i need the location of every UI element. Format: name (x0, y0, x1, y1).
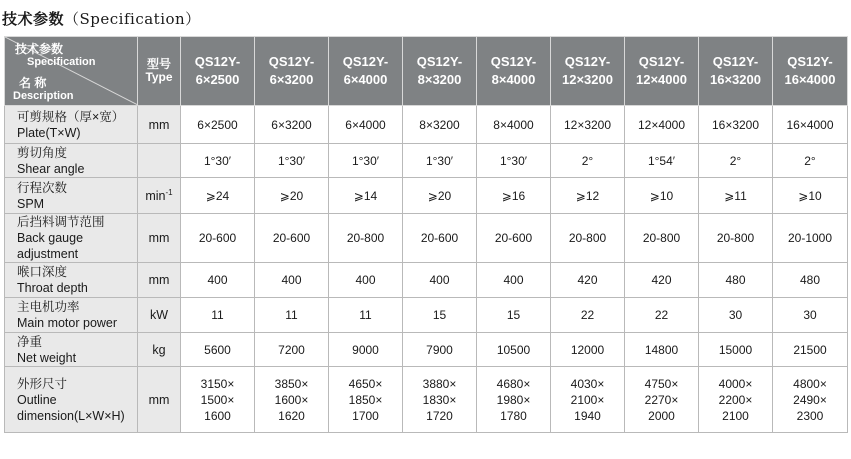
value-cell: 12×4000 (625, 106, 699, 144)
parameter-name-en2: adjustment (17, 247, 79, 261)
parameter-name-zh: 外形尺寸 (17, 376, 68, 391)
value-cell: 20-800 (329, 214, 403, 263)
value-cell: 480 (699, 263, 773, 298)
value-cell: 480 (773, 263, 848, 298)
model-name-line1: QS12Y- (194, 54, 241, 69)
value-cell: ⩾10 (625, 178, 699, 214)
unit-text: kg (152, 343, 166, 358)
dimension-value-line: 2000 (648, 408, 675, 423)
corner-bottom-en: Description (13, 90, 74, 102)
value-cell: 10500 (477, 333, 551, 367)
value-cell: 1°54′ (625, 144, 699, 178)
value-cell: 400 (181, 263, 255, 298)
value-cell: 11 (181, 298, 255, 333)
unit-text: kW (149, 308, 169, 323)
model-name-line2: 8×3200 (417, 72, 462, 87)
value-cell: 15 (403, 298, 477, 333)
dimension-value-line: 2200× (718, 392, 753, 407)
value-cell: 22 (625, 298, 699, 333)
parameter-name-cell (5, 106, 138, 144)
value-cell: 7900 (403, 333, 477, 367)
value-cell: 400 (403, 263, 477, 298)
dimension-value-cell (181, 367, 255, 433)
dimension-value-line: 3880× (422, 376, 457, 391)
value-cell: 20-800 (551, 214, 625, 263)
model-header-cell (329, 37, 403, 106)
value-cell: ⩾11 (699, 178, 773, 214)
model-name-line2: 6×4000 (343, 72, 388, 87)
value-cell: 1°30′ (403, 144, 477, 178)
model-name-line2: 6×3200 (269, 72, 314, 87)
model-header-cell (477, 37, 551, 106)
value-cell: 1°30′ (329, 144, 403, 178)
value-cell: 420 (625, 263, 699, 298)
value-cell: 420 (551, 263, 625, 298)
parameter-name-en2: dimension(L×W×H) (17, 408, 125, 423)
dimension-value-line: 4800× (793, 376, 827, 391)
value-cell: 400 (255, 263, 329, 298)
type-header-cell (138, 37, 181, 106)
model-name-line1: QS12Y- (712, 54, 759, 69)
title-en: （Specification） (64, 10, 201, 28)
dimension-value-line: 4750× (644, 376, 679, 391)
parameter-name-en: Outline (17, 392, 57, 407)
dimension-value-cell (403, 367, 477, 433)
parameter-name-zh: 后挡料调节范围 (17, 215, 105, 229)
model-header-cell (181, 37, 255, 106)
corner-header-cell (5, 37, 138, 106)
model-header-cell (551, 37, 625, 106)
table-row (5, 263, 848, 298)
value-cell: 2° (773, 144, 848, 178)
parameter-name-zh: 喉口深度 (17, 265, 68, 279)
dimension-value-line: 2490× (793, 392, 827, 407)
value-cell: ⩾14 (329, 178, 403, 214)
parameter-name-en: Plate(T×W) (17, 125, 81, 140)
corner-top-zh: 技术参数 (15, 42, 64, 56)
value-cell: 14800 (625, 333, 699, 367)
value-cell: 6×4000 (329, 106, 403, 144)
value-cell: 20-600 (255, 214, 329, 263)
dimension-value-cell (477, 367, 551, 433)
parameter-name-cell (5, 144, 138, 178)
parameter-name-cell (5, 178, 138, 214)
unit-cell (138, 106, 181, 144)
dimension-value-line: 1830× (422, 392, 457, 407)
unit-superscript: -1 (165, 187, 173, 197)
model-name-line1: QS12Y- (564, 54, 611, 69)
parameter-name-en: Back gauge (17, 231, 84, 245)
value-cell: ⩾24 (181, 178, 255, 214)
parameter-name-cell (5, 298, 138, 333)
value-cell: 6×2500 (181, 106, 255, 144)
model-name-line2: 12×4000 (636, 72, 687, 87)
dimension-value-line: 4030× (570, 376, 605, 391)
model-name-line2: 8×4000 (491, 72, 536, 87)
value-cell: 15000 (699, 333, 773, 367)
value-cell: 20-800 (625, 214, 699, 263)
dimension-value-line: 1980× (496, 392, 531, 407)
value-cell: 20-800 (699, 214, 773, 263)
value-cell: 20-600 (477, 214, 551, 263)
dimension-value-line: 1600× (274, 392, 309, 407)
value-cell: 8×3200 (403, 106, 477, 144)
value-cell: 20-1000 (773, 214, 848, 263)
parameter-name-cell (5, 333, 138, 367)
value-cell: 6×3200 (255, 106, 329, 144)
value-cell: 400 (329, 263, 403, 298)
unit-text: min (145, 189, 166, 204)
model-name-line1: QS12Y- (342, 54, 389, 69)
title-zh: 技术参数 (2, 10, 65, 28)
parameter-name-en: Net weight (17, 350, 77, 365)
model-header-cell (255, 37, 329, 106)
parameter-name-cell (5, 367, 138, 433)
model-header-cell (699, 37, 773, 106)
model-header-cell (625, 37, 699, 106)
spec-table (4, 36, 848, 433)
table-row (5, 214, 848, 263)
value-cell: ⩾20 (255, 178, 329, 214)
value-cell: 1°30′ (181, 144, 255, 178)
page-title (2, 8, 201, 29)
unit-cell (138, 263, 181, 298)
table-row (5, 178, 848, 214)
value-cell: ⩾20 (403, 178, 477, 214)
model-name-line2: 16×4000 (784, 72, 836, 87)
dimension-value-line: 3850× (274, 376, 309, 391)
table-row (5, 106, 848, 144)
value-cell: 16×3200 (699, 106, 773, 144)
dimension-value-cell (773, 367, 848, 433)
model-name-line1: QS12Y- (268, 54, 315, 69)
value-cell: 11 (329, 298, 403, 333)
value-cell: 400 (477, 263, 551, 298)
value-cell: 8×4000 (477, 106, 551, 144)
parameter-name-en: SPM (17, 196, 45, 211)
unit-cell (138, 178, 181, 214)
dimension-value-line: 2270× (644, 392, 679, 407)
value-cell: 5600 (181, 333, 255, 367)
value-cell: 11 (255, 298, 329, 333)
table-header-row (5, 37, 848, 106)
unit-text: mm (148, 118, 170, 133)
parameter-name-cell (5, 263, 138, 298)
parameter-name-zh: 可剪规格（厚×宽） (17, 109, 125, 124)
table-row (5, 333, 848, 367)
dimension-value-line: 2300 (796, 408, 824, 423)
dimension-value-line: 1620 (278, 408, 305, 423)
model-name-line1: QS12Y- (490, 54, 537, 69)
model-header-cell (403, 37, 477, 106)
unit-cell: mm (138, 367, 181, 433)
dimension-value-line: 2100 (722, 408, 749, 423)
parameter-name-zh: 净重 (17, 334, 43, 349)
dimension-value-cell (329, 367, 403, 433)
value-cell: 30 (699, 298, 773, 333)
corner-top-en: Specification (27, 56, 96, 68)
dimension-value-line: 4650× (348, 376, 383, 391)
model-header-cell (773, 37, 848, 106)
parameter-name-zh: 主电机功率 (17, 300, 80, 314)
table-row (5, 144, 848, 178)
parameter-name-zh: 剪切角度 (17, 145, 68, 160)
unit-cell (138, 214, 181, 263)
dimension-value-line: 1720 (426, 408, 453, 423)
value-cell: 22 (551, 298, 625, 333)
value-cell: 21500 (773, 333, 848, 367)
value-cell: 7200 (255, 333, 329, 367)
parameter-name-cell (5, 214, 138, 263)
dimension-value-line: 4680× (496, 376, 531, 391)
dimension-value-line: 3150× (200, 376, 235, 391)
corner-bottom-zh: 名 称 (19, 76, 47, 90)
model-name-line2: 6×2500 (195, 72, 240, 87)
value-cell: 12000 (551, 333, 625, 367)
type-en: Type (145, 70, 173, 84)
parameter-name-en: Throat depth (17, 281, 88, 295)
unit-cell (138, 144, 181, 178)
model-name-line2: 16×3200 (710, 72, 761, 87)
dimension-value-line: 4000× (718, 376, 753, 391)
dimension-value-line: 1700 (352, 408, 379, 423)
dimension-value-line: 1600 (204, 408, 231, 423)
model-name-line2: 12×3200 (562, 72, 613, 87)
dimension-value-cell (551, 367, 625, 433)
model-name-line1: QS12Y- (787, 54, 833, 69)
parameter-name-en: Shear angle (17, 161, 85, 176)
value-cell: 20-600 (181, 214, 255, 263)
dimension-value-line: 1850× (348, 392, 383, 407)
unit-text: mm (148, 231, 170, 246)
type-zh: 型号 (146, 57, 171, 71)
dimension-value-line: 1500× (200, 392, 235, 407)
model-name-line1: QS12Y- (416, 54, 463, 69)
unit-cell (138, 333, 181, 367)
value-cell: 9000 (329, 333, 403, 367)
value-cell: 30 (773, 298, 848, 333)
model-name-line1: QS12Y- (638, 54, 685, 69)
value-cell: ⩾10 (773, 178, 848, 214)
value-cell: 1°30′ (255, 144, 329, 178)
parameter-name-zh: 行程次数 (17, 180, 68, 195)
parameter-name-en: Main motor power (17, 316, 118, 330)
dimension-value-cell (255, 367, 329, 433)
value-cell: 12×3200 (551, 106, 625, 144)
unit-cell (138, 298, 181, 333)
dimension-value-cell (699, 367, 773, 433)
value-cell: 20-600 (403, 214, 477, 263)
value-cell: 2° (551, 144, 625, 178)
value-cell: ⩾16 (477, 178, 551, 214)
value-cell: ⩾12 (551, 178, 625, 214)
table-row (5, 367, 848, 433)
dimension-value-line: 1940 (574, 408, 601, 423)
value-cell: 15 (477, 298, 551, 333)
dimension-value-line: 2100× (570, 392, 605, 407)
unit-text: mm (148, 273, 170, 288)
value-cell: 1°30′ (477, 144, 551, 178)
value-cell: 16×4000 (773, 106, 848, 144)
table-row (5, 298, 848, 333)
dimension-value-line: 1780 (500, 408, 527, 423)
value-cell: 2° (699, 144, 773, 178)
dimension-value-cell (625, 367, 699, 433)
